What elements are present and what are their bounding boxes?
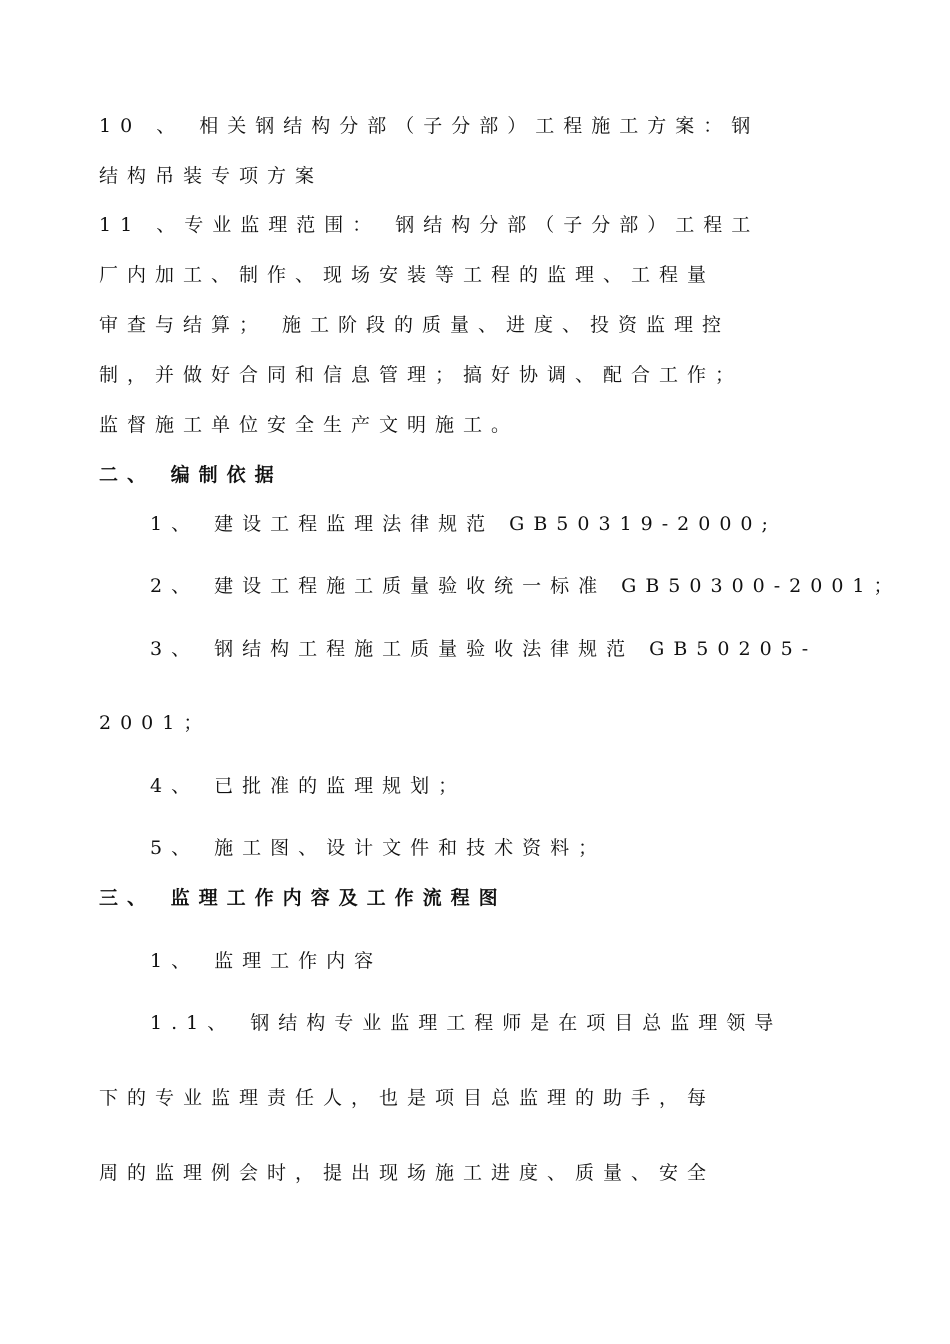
paragraph-line-11-b: 厂内加工、制作、现场安装等工程的监理、工程量 <box>99 264 716 286</box>
paragraph-line-11-c: 审查与结算； 施工阶段的质量、进度、投资监理控 <box>99 314 731 336</box>
basis-item-3-b: 2001； <box>99 712 212 734</box>
paragraph-line-11-e: 监督施工单位安全生产文明施工。 <box>99 414 520 436</box>
paragraph-line-10-b: 结构吊装专项方案 <box>99 165 324 187</box>
paragraph-1-1-c: 周的监理例会时，提出现场施工进度、质量、安全 <box>99 1162 716 1184</box>
paragraph-line-10-a: 10 、 相关钢结构分部（子分部）工程施工方案：钢 <box>99 115 760 137</box>
subsection-heading-1: 1、 监理工作内容 <box>150 950 383 972</box>
paragraph-1-1-b: 下的专业监理责任人，也是项目总监理的助手，每 <box>99 1087 716 1109</box>
basis-item-5: 5、 施工图、设计文件和技术资料； <box>150 837 607 859</box>
paragraph-1-1-a: 1.1、 钢结构专业监理工程师是在项目总监理领导 <box>150 1012 783 1034</box>
basis-item-3-a: 3、 钢结构工程施工质量验收法律规范 GB50205- <box>150 638 818 660</box>
paragraph-line-11-d: 制，并做好合同和信息管理；搞好协调、配合工作； <box>99 364 744 386</box>
paragraph-line-11-a: 11 、专业监理范围： 钢结构分部（子分部）工程工 <box>99 214 760 236</box>
basis-item-1: 1、 建设工程监理法律规范 GB50319-2000; <box>150 513 777 535</box>
section-heading-work-content: 三、 监理工作内容及工作流程图 <box>99 887 507 909</box>
basis-item-4: 4、 已批准的监理规划； <box>150 775 467 797</box>
section-heading-basis: 二、 编制依据 <box>99 464 283 486</box>
basis-item-2: 2、 建设工程施工质量验收统一标准 GB50300-2001； <box>150 575 902 597</box>
